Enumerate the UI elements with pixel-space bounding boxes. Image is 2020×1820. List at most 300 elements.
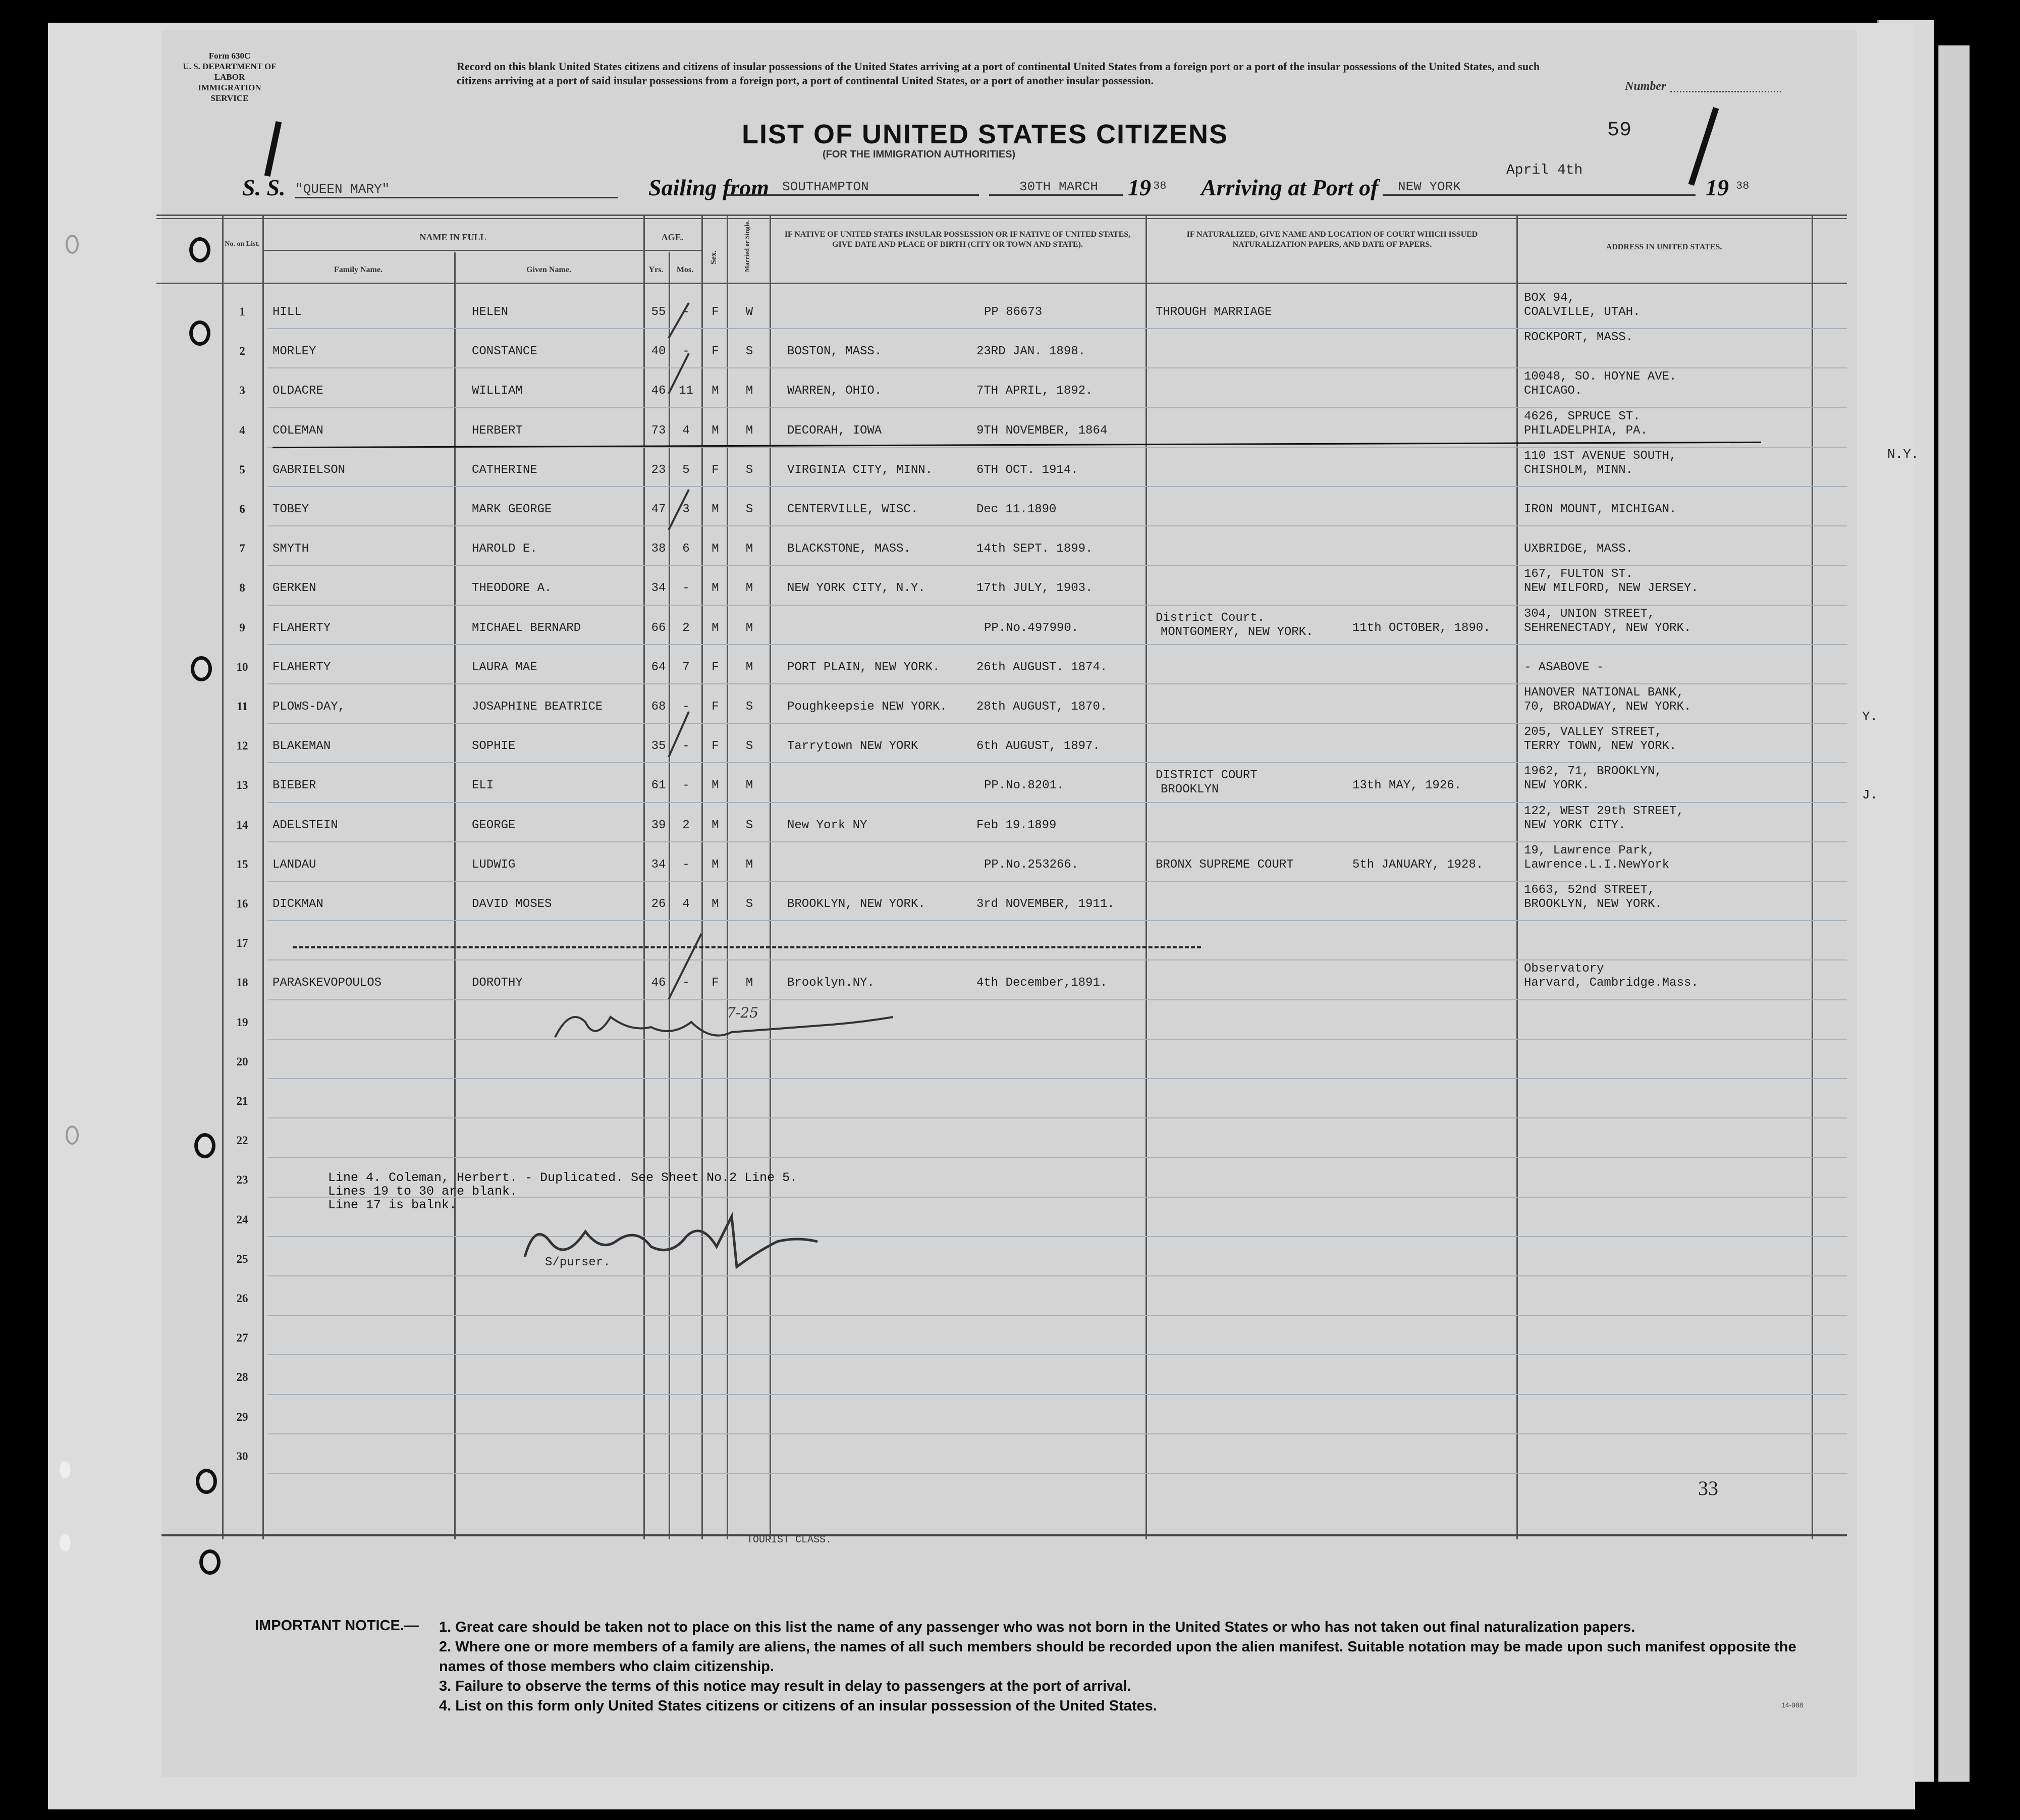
cell-addr1: 205, VALLEY STREET, bbox=[1524, 725, 1662, 739]
cell-mos: 5 bbox=[682, 463, 690, 477]
row-rule bbox=[267, 841, 1847, 842]
sailing-year: 38 bbox=[1153, 180, 1167, 192]
sailing-date: 30TH MARCH bbox=[989, 179, 1123, 196]
class-label: TOURIST CLASS. bbox=[747, 1534, 832, 1546]
cell-date: 23RD JAN. 1898. bbox=[976, 345, 1086, 359]
cell-ms: M bbox=[745, 976, 753, 990]
form-code: 14-988 bbox=[1781, 1701, 1804, 1709]
remarks bbox=[328, 1171, 797, 1212]
cell-yrs: 73 bbox=[651, 423, 666, 438]
cell-ms: M bbox=[745, 779, 753, 793]
cell-addr1: 110 1ST AVENUE SOUTH, bbox=[1524, 449, 1677, 463]
form-number: Form 630C bbox=[208, 51, 251, 61]
cell-nat-location: MONTGOMERY, NEW YORK. bbox=[1161, 625, 1314, 639]
cell-ms: S bbox=[745, 897, 753, 911]
cell-addr2: PHILADELPHIA, PA. bbox=[1524, 423, 1648, 438]
arrival-date: April 4th bbox=[1506, 163, 1583, 178]
cell-date: 26th AUGUST. 1874. bbox=[976, 660, 1108, 674]
cell-place: WARREN, OHIO. bbox=[787, 384, 882, 398]
cell-yrs: 39 bbox=[651, 818, 666, 832]
col-divider bbox=[770, 215, 771, 1539]
row-rule bbox=[267, 1473, 1847, 1474]
cell-addr2: Lawrence.L.I.NewYork bbox=[1524, 858, 1670, 872]
cell-date: PP.No.8201. bbox=[984, 779, 1064, 793]
cell-date: PP 86673 bbox=[984, 305, 1043, 319]
cell-ms: S bbox=[745, 739, 753, 754]
cell-ms: S bbox=[745, 503, 753, 516]
cell-family: TOBEY bbox=[272, 503, 309, 516]
notice-item: 4. List on this form only United States citizens or citizens of an insular possession of the United States. bbox=[439, 1698, 1157, 1714]
left-ring-mark bbox=[60, 1461, 71, 1478]
cell-ms: M bbox=[745, 384, 753, 398]
row-rule bbox=[267, 1157, 1847, 1158]
cell-sex: M bbox=[712, 897, 719, 911]
line-number: 6 bbox=[239, 503, 245, 515]
cell-addr2: IRON MOUNT, MICHIGAN. bbox=[1524, 503, 1677, 516]
number-field bbox=[1670, 91, 1781, 92]
row-rule bbox=[267, 802, 1847, 803]
header-birth: IF NATIVE OF UNITED STATES INSULAR POSSESSION OR IF NATIVE OF UNITED STATES, GIVE DATE AND PLACE OF BIRTH (CITY OR TOWN AND STATE). bbox=[784, 230, 1131, 249]
cell-mos: - bbox=[682, 976, 690, 990]
cell-family: ADELSTEIN bbox=[272, 818, 338, 832]
header-age: AGE. bbox=[661, 232, 684, 242]
cell-mos: 2 bbox=[682, 818, 690, 832]
cell-yrs: 46 bbox=[651, 976, 666, 990]
cell-date: 17th JULY, 1903. bbox=[976, 581, 1093, 596]
line-number: 27 bbox=[236, 1331, 248, 1345]
line-number: 16 bbox=[236, 897, 248, 910]
notice-item: 3. Failure to observe the terms of this notice may result in delay to passengers at the port of arrival. bbox=[439, 1678, 1131, 1694]
cell-mos: - bbox=[682, 858, 690, 872]
form-info bbox=[179, 50, 280, 103]
row-rule bbox=[267, 1039, 1847, 1040]
cell-nat-date: 11th OCTOBER, 1890. bbox=[1352, 621, 1491, 635]
cell-mos: 4 bbox=[682, 897, 690, 911]
cell-yrs: 66 bbox=[651, 621, 666, 635]
cell-addr2: NEW YORK CITY. bbox=[1524, 818, 1626, 832]
line-number: 12 bbox=[236, 739, 248, 753]
cell-ms: M bbox=[745, 858, 753, 872]
cell-nat: District Court. bbox=[1156, 611, 1265, 625]
line-number: 15 bbox=[236, 858, 248, 871]
row-rule bbox=[267, 407, 1847, 408]
cell-sex: F bbox=[712, 976, 719, 990]
cell-family: COLEMAN bbox=[272, 423, 323, 438]
cell-sex: F bbox=[712, 463, 719, 477]
left-ring-mark bbox=[66, 1126, 79, 1145]
row-rule bbox=[267, 999, 1847, 1000]
cell-nat-date: 5th JANUARY, 1928. bbox=[1352, 858, 1484, 872]
cell-given: WILLIAM bbox=[472, 384, 523, 398]
sailing-label: Sailing from bbox=[648, 175, 770, 200]
cell-sex: F bbox=[712, 345, 719, 359]
header-naturalized: IF NATURALIZED, GIVE NAME AND LOCATION OF COURT WHICH ISSUED NATURALIZATION PAPERS, AND DATE OF PAPERS. bbox=[1186, 230, 1478, 249]
cell-mos: - bbox=[682, 345, 690, 359]
row-rule bbox=[267, 605, 1847, 606]
cell-nat-location: BROOKLYN bbox=[1161, 783, 1219, 797]
line-number: 14 bbox=[236, 818, 248, 831]
cell-yrs: 26 bbox=[651, 897, 666, 911]
cell-addr1: 1962, 71, BROOKLYN, bbox=[1524, 765, 1662, 779]
cell-sex: M bbox=[712, 858, 719, 872]
cell-addr1: 19, Lawrence Park, bbox=[1524, 843, 1655, 858]
cell-ms: M bbox=[745, 581, 753, 596]
cell-given: GEORGE bbox=[472, 818, 516, 832]
line-number: 13 bbox=[236, 779, 248, 792]
cell-given: SOPHIE bbox=[472, 739, 516, 754]
cell-nat: THROUGH MARRIAGE bbox=[1156, 305, 1272, 319]
row-rule bbox=[267, 486, 1847, 487]
cell-mos: 7 bbox=[682, 660, 690, 674]
notice-item: 2. Where one or more members of a family are aliens, the names of all such members should be recorded upon the alien manifest. Suitable notation may be made upon such manifest opposite the names of those members who claim citizenship. bbox=[439, 1639, 1796, 1675]
cell-sex: M bbox=[712, 503, 719, 516]
cell-addr2: UXBRIDGE, MASS. bbox=[1524, 542, 1633, 556]
page-count: 33 bbox=[1698, 1477, 1718, 1500]
margin-note: N.Y. bbox=[1887, 447, 1919, 462]
cell-addr1: BOX 94, bbox=[1524, 291, 1575, 305]
cell-family: GERKEN bbox=[272, 581, 316, 596]
col-divider bbox=[454, 252, 456, 1539]
cell-date: 28th AUGUST, 1870. bbox=[976, 700, 1108, 714]
notice-title: IMPORTANT NOTICE.— bbox=[255, 1618, 419, 1634]
cell-date: 4th December,1891. bbox=[976, 976, 1108, 990]
line-number: 9 bbox=[239, 621, 245, 634]
row-rule bbox=[267, 683, 1847, 684]
cell-family: DICKMAN bbox=[272, 897, 323, 911]
row-rule bbox=[267, 565, 1847, 566]
cell-sex: M bbox=[712, 779, 719, 793]
margin-note: Y. bbox=[1862, 709, 1878, 724]
row-rule bbox=[267, 328, 1847, 329]
cell-ms: S bbox=[745, 700, 753, 714]
header-given-name: Given Name. bbox=[526, 265, 571, 274]
year-label: 19 bbox=[1128, 175, 1151, 200]
line-number: 24 bbox=[236, 1213, 248, 1226]
cell-mos: - bbox=[682, 739, 690, 754]
remark-line: Line 4. Coleman, Herbert. - Duplicated. See Sheet No.2 Line 5. bbox=[328, 1170, 798, 1185]
cell-place: Brooklyn.NY. bbox=[787, 976, 875, 990]
cell-date: PP.No.253266. bbox=[984, 858, 1079, 872]
punch-hole bbox=[196, 1469, 217, 1494]
cell-date: 9TH NOVEMBER, 1864 bbox=[976, 423, 1108, 438]
cell-yrs: 46 bbox=[651, 384, 666, 398]
row-rule bbox=[267, 367, 1847, 368]
cell-addr2: - ASABOVE - bbox=[1524, 660, 1604, 674]
line-number: 5 bbox=[239, 463, 245, 476]
cell-addr2: NEW YORK. bbox=[1524, 779, 1590, 793]
cell-given: DOROTHY bbox=[472, 976, 523, 990]
sailing-from: SOUTHAMPTON bbox=[727, 179, 979, 196]
number-label: Number bbox=[1625, 80, 1666, 93]
cell-yrs: 35 bbox=[651, 739, 666, 754]
row-rule bbox=[267, 1394, 1847, 1395]
header-mos: Mos. bbox=[676, 265, 694, 274]
punch-hole bbox=[199, 1549, 221, 1575]
cell-date: PP.No.497990. bbox=[984, 621, 1079, 635]
row-rule bbox=[267, 762, 1847, 763]
cell-given: HAROLD E. bbox=[472, 542, 537, 556]
cell-date: 7TH APRIL, 1892. bbox=[976, 384, 1093, 398]
cell-addr2: TERRY TOWN, NEW YORK. bbox=[1524, 739, 1677, 754]
line-number: 10 bbox=[236, 660, 248, 673]
cell-mos: - bbox=[682, 305, 690, 319]
cell-given: JOSAPHINE BEATRICE bbox=[472, 700, 603, 714]
remark-line: Line 17 is balnk. bbox=[328, 1198, 457, 1212]
cell-place: BROOKLYN, NEW YORK. bbox=[787, 897, 925, 911]
line-number: 1 bbox=[239, 305, 245, 318]
left-ring-mark bbox=[66, 235, 79, 254]
cell-yrs: 34 bbox=[651, 581, 666, 596]
cell-family: HILL bbox=[272, 305, 302, 319]
cell-date: 14th SEPT. 1899. bbox=[976, 542, 1093, 556]
cell-date: Feb 19.1899 bbox=[976, 818, 1057, 832]
cell-place: CENTERVILLE, WISC. bbox=[787, 503, 918, 516]
cell-yrs: 40 bbox=[651, 345, 666, 359]
department-name: U. S. DEPARTMENT OF LABOR bbox=[183, 62, 277, 82]
cell-ms: M bbox=[745, 660, 753, 674]
cell-mos: 4 bbox=[682, 423, 690, 438]
cell-place: BOSTON, MASS. bbox=[787, 345, 882, 359]
col-divider bbox=[222, 215, 224, 1539]
cell-given: LUDWIG bbox=[472, 858, 516, 872]
sheet-number: 59 bbox=[1607, 119, 1632, 142]
cell-family: LANDAU bbox=[272, 858, 316, 872]
line-number: 4 bbox=[239, 423, 245, 437]
cell-date: 6TH OCT. 1914. bbox=[976, 463, 1078, 477]
line-number: 3 bbox=[239, 384, 245, 397]
cell-mos: 3 bbox=[682, 503, 690, 516]
punch-hole bbox=[194, 1133, 215, 1158]
header-sex: Sex. bbox=[709, 250, 718, 264]
cell-nat: DISTRICT COURT bbox=[1156, 769, 1258, 783]
page-subtitle: (FOR THE IMMIGRATION AUTHORITIES) bbox=[823, 149, 1016, 160]
line-number: 17 bbox=[236, 937, 248, 950]
cell-nat: BRONX SUPREME COURT bbox=[1156, 858, 1294, 872]
table-top-rule bbox=[156, 215, 1847, 216]
cell-mos: 6 bbox=[682, 542, 690, 556]
table-header-rule bbox=[156, 283, 1847, 284]
cell-yrs: 34 bbox=[651, 858, 666, 872]
cell-place: NEW YORK CITY, N.Y. bbox=[787, 581, 925, 596]
line-number: 7 bbox=[239, 542, 245, 555]
row-rule bbox=[267, 644, 1847, 645]
cell-ms: M bbox=[745, 621, 753, 635]
cell-addr2: BROOKLYN, NEW YORK. bbox=[1524, 897, 1662, 911]
cell-given: CONSTANCE bbox=[472, 345, 537, 359]
cell-given: MARK GEORGE bbox=[472, 503, 552, 516]
arriving-label: Arriving at Port of bbox=[1201, 175, 1379, 200]
cell-sex: F bbox=[712, 739, 719, 754]
cell-given: DAVID MOSES bbox=[472, 897, 552, 911]
cell-addr2: Harvard, Cambridge.Mass. bbox=[1524, 976, 1699, 990]
cell-given: MICHAEL BERNARD bbox=[472, 621, 581, 635]
cell-ms: S bbox=[745, 818, 753, 832]
row-rule bbox=[267, 525, 1847, 526]
row-rule bbox=[267, 1275, 1847, 1276]
cell-mos: - bbox=[682, 700, 690, 714]
cell-given: HELEN bbox=[472, 305, 509, 319]
cell-sex: F bbox=[712, 305, 719, 319]
header-family-name: Family Name. bbox=[334, 265, 383, 274]
page-title: LIST OF UNITED STATES CITIZENS bbox=[742, 119, 1228, 149]
col-divider bbox=[1145, 215, 1147, 1539]
header-yrs: Yrs. bbox=[648, 265, 664, 274]
cell-place: New York NY bbox=[787, 818, 867, 832]
ss-label: S. S. bbox=[242, 175, 286, 200]
punch-hole bbox=[191, 656, 212, 681]
cell-addr1: 1663, 52nd STREET, bbox=[1524, 883, 1655, 897]
service-name: IMMIGRATION SERVICE bbox=[198, 83, 261, 103]
cell-place: VIRGINIA CITY, MINN. bbox=[787, 463, 933, 477]
cell-mos: - bbox=[682, 779, 690, 793]
line-number: 28 bbox=[236, 1371, 248, 1384]
cell-nat-date: 13th MAY, 1926. bbox=[1352, 779, 1462, 793]
row-rule bbox=[267, 1433, 1847, 1434]
cell-addr2: SEHRENECTADY, NEW YORK. bbox=[1524, 621, 1691, 635]
cell-date: 3rd NOVEMBER, 1911. bbox=[976, 897, 1115, 911]
cell-yrs: 47 bbox=[651, 503, 666, 516]
line-number: 18 bbox=[236, 976, 248, 989]
line-number: 20 bbox=[236, 1055, 248, 1068]
arrival-port: NEW YORK bbox=[1383, 179, 1696, 196]
cell-ms: S bbox=[745, 463, 753, 477]
cell-ms: M bbox=[745, 423, 753, 438]
margin-note: J. bbox=[1862, 787, 1878, 802]
name-header-rule bbox=[262, 250, 643, 251]
cell-addr1: 167, FULTON ST. bbox=[1524, 567, 1633, 581]
line-number: 2 bbox=[239, 345, 245, 358]
cell-sex: M bbox=[712, 542, 719, 556]
header-address: ADDRESS IN UNITED STATES. bbox=[1606, 243, 1722, 251]
line-number: 8 bbox=[239, 581, 245, 595]
notice-item: 1. Great care should be taken not to place on this list the name of any passenger who was not born in the United States or who has not taken out final naturalization papers. bbox=[439, 1619, 1635, 1635]
cell-given: THEODORE A. bbox=[472, 581, 552, 596]
line-number: 22 bbox=[236, 1134, 248, 1147]
cell-family: OLDACRE bbox=[272, 384, 323, 398]
age-header-rule bbox=[643, 250, 701, 251]
row-rule bbox=[267, 881, 1847, 882]
line-number: 19 bbox=[236, 1015, 248, 1029]
cell-family: FLAHERTY bbox=[272, 660, 331, 674]
row-rule bbox=[267, 920, 1847, 921]
cell-addr2: 70, BROADWAY, NEW YORK. bbox=[1524, 700, 1691, 714]
arrival-year-label: 19 bbox=[1706, 175, 1729, 200]
cell-sex: M bbox=[712, 384, 719, 398]
cell-sex: F bbox=[712, 660, 719, 674]
cell-family: SMYTH bbox=[272, 542, 309, 556]
arrival-year: 38 bbox=[1736, 180, 1750, 192]
cell-family: GABRIELSON bbox=[272, 463, 346, 477]
cell-yrs: 68 bbox=[651, 700, 666, 714]
cell-ms: W bbox=[745, 305, 753, 319]
cell-sex: F bbox=[712, 700, 719, 714]
back-sheet-edge-2 bbox=[1938, 45, 1970, 1782]
row-rule bbox=[267, 723, 1847, 724]
col-divider bbox=[1516, 215, 1518, 1539]
cell-mos: 2 bbox=[682, 621, 690, 635]
cell-yrs: 55 bbox=[651, 305, 666, 319]
cell-addr1: 122, WEST 29th STREET, bbox=[1524, 804, 1684, 818]
table-bottom-rule bbox=[161, 1534, 1847, 1536]
col-divider bbox=[643, 215, 645, 1539]
line-number: 21 bbox=[236, 1095, 248, 1107]
cell-date: 6th AUGUST, 1897. bbox=[976, 739, 1100, 754]
cell-given: CATHERINE bbox=[472, 463, 537, 477]
cell-addr1: Observatory bbox=[1524, 962, 1604, 976]
time-annotation: 7-25 bbox=[727, 1004, 758, 1021]
cell-given: ELI bbox=[472, 779, 494, 793]
cell-place: Tarrytown NEW YORK bbox=[787, 739, 918, 754]
cell-addr1: 304, UNION STREET, bbox=[1524, 607, 1655, 621]
header-name-in-full: NAME IN FULL bbox=[419, 232, 486, 242]
header-married: Married or Single. bbox=[743, 220, 751, 272]
record-instructions: Record on this blank United States citizens and citizens of insular possessions of the United States arriving at a port of continental United States from a foreign port or a port of the insular possessions of the United States, and such citizens arriving at a port of said insular possessions from a foreign port, a port of continental United States, or a port of another insular possession. bbox=[457, 60, 1540, 87]
cell-family: PARASKEVOPOULOS bbox=[272, 976, 382, 990]
row-rule bbox=[267, 1236, 1847, 1237]
cell-sex: M bbox=[712, 621, 719, 635]
cell-family: MORLEY bbox=[272, 345, 316, 359]
cell-yrs: 61 bbox=[651, 779, 666, 793]
cell-sex: M bbox=[712, 818, 719, 832]
line-number: 11 bbox=[237, 700, 248, 713]
cell-ms: M bbox=[745, 542, 753, 556]
cell-place: DECORAH, IOWA bbox=[787, 423, 882, 438]
cell-yrs: 38 bbox=[651, 542, 666, 556]
row-rule bbox=[267, 1117, 1847, 1118]
cell-ms: S bbox=[745, 345, 753, 359]
ditto-marks bbox=[666, 293, 747, 1025]
cell-place: BLACKSTONE, MASS. bbox=[787, 542, 911, 556]
cell-addr2: NEW MILFORD, NEW JERSEY. bbox=[1524, 581, 1699, 596]
cell-sex: M bbox=[712, 423, 719, 438]
line-number: 26 bbox=[236, 1292, 248, 1305]
cell-family: BIEBER bbox=[272, 779, 316, 793]
row-rule bbox=[267, 1078, 1847, 1079]
cell-addr2: CHICAGO. bbox=[1524, 384, 1582, 398]
cell-addr1: ROCKPORT, MASS. bbox=[1524, 331, 1633, 345]
cell-given: HERBERT bbox=[472, 423, 523, 438]
left-ring-mark bbox=[60, 1534, 71, 1551]
cell-date: Dec 11.1890 bbox=[976, 503, 1057, 516]
cell-yrs: 64 bbox=[651, 660, 666, 674]
cell-sex: M bbox=[712, 581, 719, 596]
col-divider bbox=[1812, 215, 1813, 1539]
header-no-on-list: No. on List. bbox=[225, 240, 260, 248]
cell-mos: 11 bbox=[679, 384, 693, 398]
punch-hole bbox=[189, 320, 210, 346]
line-number: 23 bbox=[236, 1173, 248, 1187]
ship-name: "QUEEN MARY" bbox=[295, 182, 618, 198]
col-divider bbox=[262, 215, 264, 1539]
notice-list bbox=[439, 1618, 1832, 1716]
cell-place: PORT PLAIN, NEW YORK. bbox=[787, 660, 940, 674]
remark-line: Lines 19 to 30 are blank. bbox=[328, 1184, 518, 1199]
punch-hole bbox=[189, 237, 210, 262]
cell-addr2: CHISHOLM, MINN. bbox=[1524, 463, 1633, 477]
cell-family: FLAHERTY bbox=[272, 621, 331, 635]
purser-label: S/purser. bbox=[545, 1256, 611, 1269]
cell-family: BLAKEMAN bbox=[272, 739, 331, 754]
cell-place: Poughkeepsie NEW YORK. bbox=[787, 700, 947, 714]
line-number: 25 bbox=[236, 1252, 248, 1265]
cell-mos: - bbox=[682, 581, 690, 596]
line-number: 30 bbox=[236, 1450, 248, 1463]
row-rule bbox=[267, 1315, 1847, 1316]
cell-addr1: 4626, SPRUCE ST. bbox=[1524, 409, 1641, 423]
blank-line-17-dashes bbox=[293, 946, 1201, 948]
line-number: 29 bbox=[236, 1410, 248, 1423]
cell-addr1: 10048, SO. HOYNE AVE. bbox=[1524, 370, 1677, 384]
